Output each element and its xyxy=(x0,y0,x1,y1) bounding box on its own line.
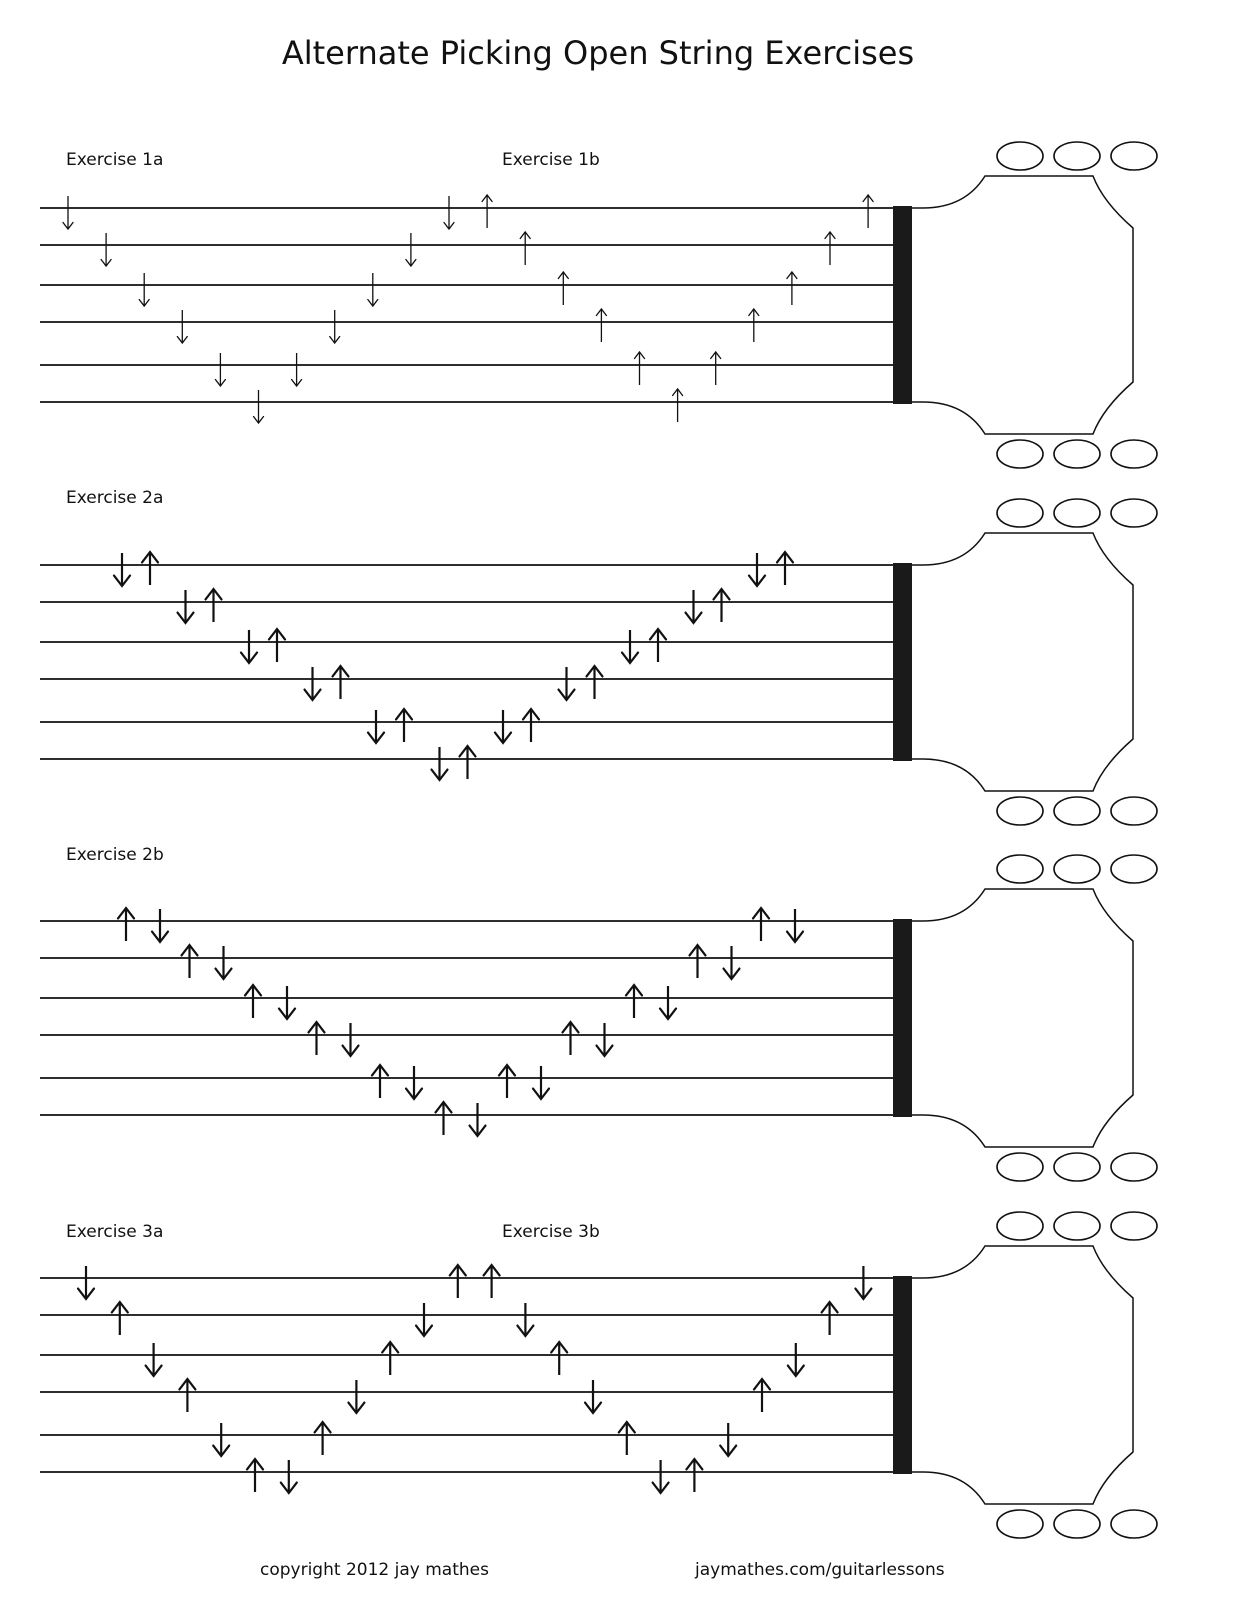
down-stroke-arrow-icon xyxy=(406,1066,422,1099)
exercise-label: Exercise 1b xyxy=(502,150,600,170)
up-stroke-arrow-icon xyxy=(482,195,492,228)
down-stroke-arrow-icon xyxy=(292,353,302,386)
tuning-peg-icon xyxy=(1054,142,1100,170)
down-stroke-arrow-icon xyxy=(177,310,187,343)
down-stroke-arrow-icon xyxy=(597,1023,613,1056)
down-stroke-arrow-icon xyxy=(281,1460,297,1493)
down-stroke-arrow-icon xyxy=(585,1380,601,1413)
down-stroke-arrow-icon xyxy=(788,1343,804,1376)
down-stroke-arrow-icon xyxy=(533,1066,549,1099)
up-stroke-arrow-icon xyxy=(450,1265,466,1298)
down-stroke-arrow-icon xyxy=(215,353,225,386)
down-stroke-arrow-icon xyxy=(653,1460,669,1493)
down-stroke-arrow-icon xyxy=(517,1303,533,1336)
tuning-peg-icon xyxy=(1111,1153,1157,1181)
tuning-peg-icon xyxy=(997,1510,1043,1538)
up-stroke-arrow-icon xyxy=(245,985,261,1018)
headstock-outline xyxy=(912,1246,1133,1504)
page-title: Alternate Picking Open String Exercises xyxy=(281,34,915,72)
up-stroke-arrow-icon xyxy=(711,352,721,385)
diagram-exercise-2b xyxy=(40,845,1157,1181)
up-stroke-arrow-icon xyxy=(863,195,873,228)
down-stroke-arrow-icon xyxy=(279,986,295,1019)
diagram-exercise-1 xyxy=(40,142,1157,468)
down-stroke-arrow-icon xyxy=(348,1380,364,1413)
tuning-peg-icon xyxy=(1054,1153,1100,1181)
down-stroke-arrow-icon xyxy=(432,747,448,780)
up-stroke-arrow-icon xyxy=(436,1102,452,1135)
up-stroke-arrow-icon xyxy=(269,629,285,662)
down-stroke-arrow-icon xyxy=(660,986,676,1019)
tuning-peg-icon xyxy=(1111,142,1157,170)
up-stroke-arrow-icon xyxy=(484,1265,500,1298)
nut xyxy=(893,1276,912,1474)
tuning-peg-icon xyxy=(997,797,1043,825)
down-stroke-arrow-icon xyxy=(216,946,232,979)
nut xyxy=(893,206,912,404)
up-stroke-arrow-icon xyxy=(753,908,769,941)
up-stroke-arrow-icon xyxy=(558,272,568,305)
up-stroke-arrow-icon xyxy=(112,1302,128,1335)
down-stroke-arrow-icon xyxy=(146,1343,162,1376)
up-stroke-arrow-icon xyxy=(714,589,730,622)
up-stroke-arrow-icon xyxy=(460,746,476,779)
tuning-peg-icon xyxy=(1111,797,1157,825)
up-stroke-arrow-icon xyxy=(563,1022,579,1055)
exercise-label: Exercise 1a xyxy=(66,150,164,170)
tuning-peg-icon xyxy=(1054,1510,1100,1538)
tuning-peg-icon xyxy=(1054,499,1100,527)
up-stroke-arrow-icon xyxy=(396,709,412,742)
up-stroke-arrow-icon xyxy=(309,1022,325,1055)
tuning-peg-icon xyxy=(997,440,1043,468)
exercise-label: Exercise 3a xyxy=(66,1222,164,1242)
copyright-text: copyright 2012 jay mathes xyxy=(260,1560,489,1580)
down-stroke-arrow-icon xyxy=(724,946,740,979)
diagram-exercise-2a xyxy=(40,488,1157,825)
tuning-peg-icon xyxy=(997,855,1043,883)
up-stroke-arrow-icon xyxy=(596,309,606,342)
up-stroke-arrow-icon xyxy=(333,666,349,699)
up-stroke-arrow-icon xyxy=(686,1459,702,1492)
up-stroke-arrow-icon xyxy=(499,1065,515,1098)
up-stroke-arrow-icon xyxy=(382,1342,398,1375)
up-stroke-arrow-icon xyxy=(690,945,706,978)
up-stroke-arrow-icon xyxy=(650,629,666,662)
up-stroke-arrow-icon xyxy=(673,389,683,422)
down-stroke-arrow-icon xyxy=(720,1423,736,1456)
up-stroke-arrow-icon xyxy=(182,945,198,978)
down-stroke-arrow-icon xyxy=(101,233,111,266)
down-stroke-arrow-icon xyxy=(622,630,638,663)
up-stroke-arrow-icon xyxy=(822,1302,838,1335)
exercise-label: Exercise 2a xyxy=(66,488,164,508)
diagram-exercise-3 xyxy=(40,1212,1157,1538)
tuning-peg-icon xyxy=(997,142,1043,170)
tuning-peg-icon xyxy=(997,1212,1043,1240)
up-stroke-arrow-icon xyxy=(626,985,642,1018)
up-stroke-arrow-icon xyxy=(315,1422,331,1455)
tuning-peg-icon xyxy=(1111,440,1157,468)
website-link[interactable]: jaymathes.com/guitarlessons xyxy=(695,1560,945,1580)
down-stroke-arrow-icon xyxy=(470,1103,486,1136)
up-stroke-arrow-icon xyxy=(520,232,530,265)
up-stroke-arrow-icon xyxy=(179,1379,195,1412)
tuning-peg-icon xyxy=(1054,1212,1100,1240)
up-stroke-arrow-icon xyxy=(635,352,645,385)
headstock-outline xyxy=(912,889,1133,1147)
down-stroke-arrow-icon xyxy=(343,1023,359,1056)
up-stroke-arrow-icon xyxy=(551,1342,567,1375)
down-stroke-arrow-icon xyxy=(444,196,454,229)
down-stroke-arrow-icon xyxy=(78,1266,94,1299)
tuning-peg-icon xyxy=(997,499,1043,527)
down-stroke-arrow-icon xyxy=(495,710,511,743)
down-stroke-arrow-icon xyxy=(416,1303,432,1336)
up-stroke-arrow-icon xyxy=(754,1379,770,1412)
tuning-peg-icon xyxy=(997,1153,1043,1181)
down-stroke-arrow-icon xyxy=(213,1423,229,1456)
down-stroke-arrow-icon xyxy=(406,233,416,266)
down-stroke-arrow-icon xyxy=(178,590,194,623)
up-stroke-arrow-icon xyxy=(619,1422,635,1455)
headstock-outline xyxy=(912,176,1133,434)
down-stroke-arrow-icon xyxy=(305,667,321,700)
tuning-peg-icon xyxy=(1111,1510,1157,1538)
up-stroke-arrow-icon xyxy=(206,589,222,622)
down-stroke-arrow-icon xyxy=(749,553,765,586)
nut xyxy=(893,563,912,761)
up-stroke-arrow-icon xyxy=(749,309,759,342)
up-stroke-arrow-icon xyxy=(777,552,793,585)
up-stroke-arrow-icon xyxy=(787,272,797,305)
down-stroke-arrow-icon xyxy=(855,1266,871,1299)
down-stroke-arrow-icon xyxy=(241,630,257,663)
up-stroke-arrow-icon xyxy=(247,1459,263,1492)
headstock-outline xyxy=(912,533,1133,791)
tuning-peg-icon xyxy=(1111,499,1157,527)
tuning-peg-icon xyxy=(1054,440,1100,468)
down-stroke-arrow-icon xyxy=(787,909,803,942)
down-stroke-arrow-icon xyxy=(114,553,130,586)
up-stroke-arrow-icon xyxy=(825,232,835,265)
down-stroke-arrow-icon xyxy=(368,710,384,743)
down-stroke-arrow-icon xyxy=(559,667,575,700)
down-stroke-arrow-icon xyxy=(63,196,73,229)
nut xyxy=(893,919,912,1117)
down-stroke-arrow-icon xyxy=(139,273,149,306)
up-stroke-arrow-icon xyxy=(142,552,158,585)
down-stroke-arrow-icon xyxy=(686,590,702,623)
tuning-peg-icon xyxy=(1054,797,1100,825)
down-stroke-arrow-icon xyxy=(330,310,340,343)
down-stroke-arrow-icon xyxy=(254,390,264,423)
exercise-label: Exercise 3b xyxy=(502,1222,600,1242)
tuning-peg-icon xyxy=(1111,855,1157,883)
tuning-peg-icon xyxy=(1111,1212,1157,1240)
up-stroke-arrow-icon xyxy=(118,908,134,941)
down-stroke-arrow-icon xyxy=(152,909,168,942)
down-stroke-arrow-icon xyxy=(368,273,378,306)
up-stroke-arrow-icon xyxy=(523,709,539,742)
tuning-peg-icon xyxy=(1054,855,1100,883)
up-stroke-arrow-icon xyxy=(372,1065,388,1098)
up-stroke-arrow-icon xyxy=(587,666,603,699)
exercise-label: Exercise 2b xyxy=(66,845,164,865)
